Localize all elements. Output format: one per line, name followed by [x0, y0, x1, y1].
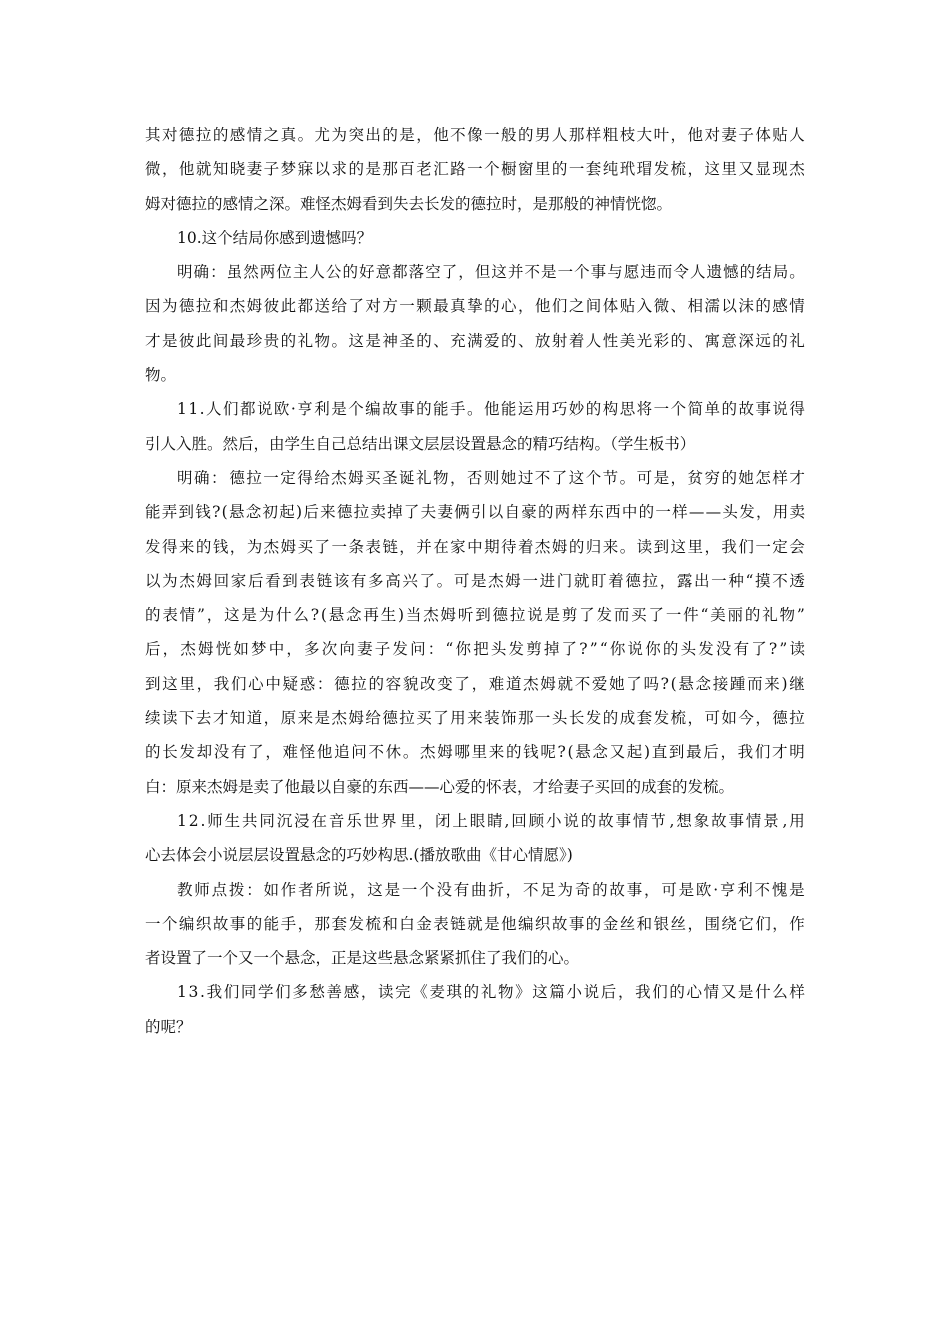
text-line: 1 3 . 我 们 同 学 们 多 愁 善 感 ， 读 完 《 麦 琪 的 礼 物 》 这 篇 小 说 后 ， 我 们 的 心 情 又 是 什 么 样: [177, 983, 805, 1002]
text-line: 1 1 . 人 们 都 说 欧 · 亨 利 是 个 编 故 事 的 能 手 。 他 能 运 用 巧 妙 的 构 思 将 一 个 简 单 的 故 事 说 得: [177, 400, 805, 419]
text-line: 的 长 发 却 没 有 了 ， 难 怪 他 追 问 不 休 。 杰 姆 哪 里 来 的 钱 呢 ? ( 悬 念 又 起 ) 直 到 最 后 ， 我 们 才 明: [145, 743, 805, 762]
text-line: 因 为 德 拉 和 杰 姆 彼 此 都 送 给 了 对 方 一 颗 最 真 挚 的 心 ， 他 们 之 间 体 贴 入 微 、 相 濡 以 沫 的 感 情: [145, 297, 805, 316]
text-line: 白：原来杰姆是卖了他最以自豪的东西——心爱的怀表，才给妻子买回的成套的发梳。: [145, 777, 735, 796]
text-line: 物。: [145, 366, 177, 385]
text-line: 能 弄 到 钱 ? ( 悬 念 初 起 ) 后 来 德 拉 卖 掉 了 夫 妻 俩 引 以 自 豪 的 两 样 东 西 中 的 一 样 — — 头 发 ， 用 卖: [145, 503, 805, 522]
document-page: [145, 118, 805, 1044]
text-line: 到 这 里 ， 我 们 心 中 疑 惑 ： 德 拉 的 容 貌 改 变 了 ， 难 道 杰 姆 就 不 爱 她 了 吗 ? ( 悬 念 接 踵 而 来 ) 继: [145, 674, 805, 693]
text-line: 的呢？: [145, 1017, 192, 1036]
text-line: 心去体会小说层层设置悬念的巧妙构思.(播放歌曲《甘心情愿》): [145, 846, 573, 865]
text-line: 后 ， 杰 姆 恍 如 梦 中 ， 多 次 向 妻 子 发 问 ： “ 你 把 头 发 剪 掉 了 ? ” “ 你 说 你 的 头 发 没 有 了 ? ” 读: [145, 640, 805, 659]
text-line: 引人入胜。然后，由学生自己总结出课文层层设置悬念的精巧结构。（学生板书）: [145, 434, 696, 453]
text-line: 一 个 编 织 故 事 的 能 手 ， 那 套 发 梳 和 白 金 表 链 就 是 他 编 织 故 事 的 金 丝 和 银 丝 ， 围 绕 它 们 ， 作: [145, 914, 805, 933]
text-line: 发 得 来 的 钱 ， 为 杰 姆 买 了 一 条 表 链 ， 并 在 家 中 期 待 着 杰 姆 的 归 来 。 读 到 这 里 ， 我 们 一 定 会: [145, 537, 805, 556]
text-line: 微 ， 他 就 知 晓 妻 子 梦 寐 以 求 的 是 那 百 老 汇 路 一 个 橱 窗 里 的 一 套 纯 玳 瑁 发 梳 ， 这 里 又 显 现 杰: [145, 160, 805, 179]
text-line: 明 确 ： 德 拉 一 定 得 给 杰 姆 买 圣 诞 礼 物 ， 否 则 她 过 不 了 这 个 节 。 可 是 ， 贫 穷 的 她 怎 样 才: [177, 468, 805, 487]
text-line: 续 读 下 去 才 知 道 ， 原 来 是 杰 姆 给 德 拉 买 了 用 来 装 饰 那 一 头 长 发 的 成 套 发 梳 ， 可 如 今 ， 德 拉: [145, 709, 805, 728]
text-line: 10.这个结局你感到遗憾吗？: [177, 228, 373, 247]
text-line: 的 表 情 ” ， 这 是 为 什 么 ? ( 悬 念 再 生 ) 当 杰 姆 听 到 德 拉 说 是 剪 了 发 而 买 了 一 件 “ 美 丽 的 礼 物 ”: [145, 606, 805, 625]
text-line: 才 是 彼 此 间 最 珍 贵 的 礼 物 。 这 是 神 圣 的 、 充 满 爱 的 、 放 射 着 人 性 美 光 彩 的 、 寓 意 深 远 的 礼: [145, 331, 805, 350]
text-line: 姆对德拉的感情之深。难怪杰姆看到失去长发的德拉时，是那般的神情恍惚。: [145, 194, 673, 213]
text-line: 明 确 ： 虽 然 两 位 主 人 公 的 好 意 都 落 空 了 ， 但 这 并 不 是 一 个 事 与 愿 违 而 令 人 遗 憾 的 结 局 。: [177, 263, 805, 282]
text-line: 1 2 . 师 生 共 同 沉 浸 在 音 乐 世 界 里 ， 闭 上 眼 睛 , 回 顾 小 说 的 故 事 情 节 , 想 象 故 事 情 景 , 用: [177, 811, 805, 830]
text-line: 教 师 点 拨 ： 如 作 者 所 说 ， 这 是 一 个 没 有 曲 折 ， 不 足 为 奇 的 故 事 ， 可 是 欧 · 亨 利 不 愧 是: [177, 880, 805, 899]
text-line: 其 对 德 拉 的 感 情 之 真 。 尤 为 突 出 的 是 ， 他 不 像 一 般 的 男 人 那 样 粗 枝 大 叶 ， 他 对 妻 子 体 贴 人: [145, 126, 805, 144]
text-line: 以 为 杰 姆 回 家 后 看 到 表 链 该 有 多 高 兴 了 。 可 是 杰 姆 一 进 门 就 盯 着 德 拉 ， 露 出 一 种 “ 摸 不 透: [145, 571, 805, 590]
text-line: 者设置了一个又一个悬念，正是这些悬念紧紧抓住了我们的心。: [145, 949, 580, 968]
